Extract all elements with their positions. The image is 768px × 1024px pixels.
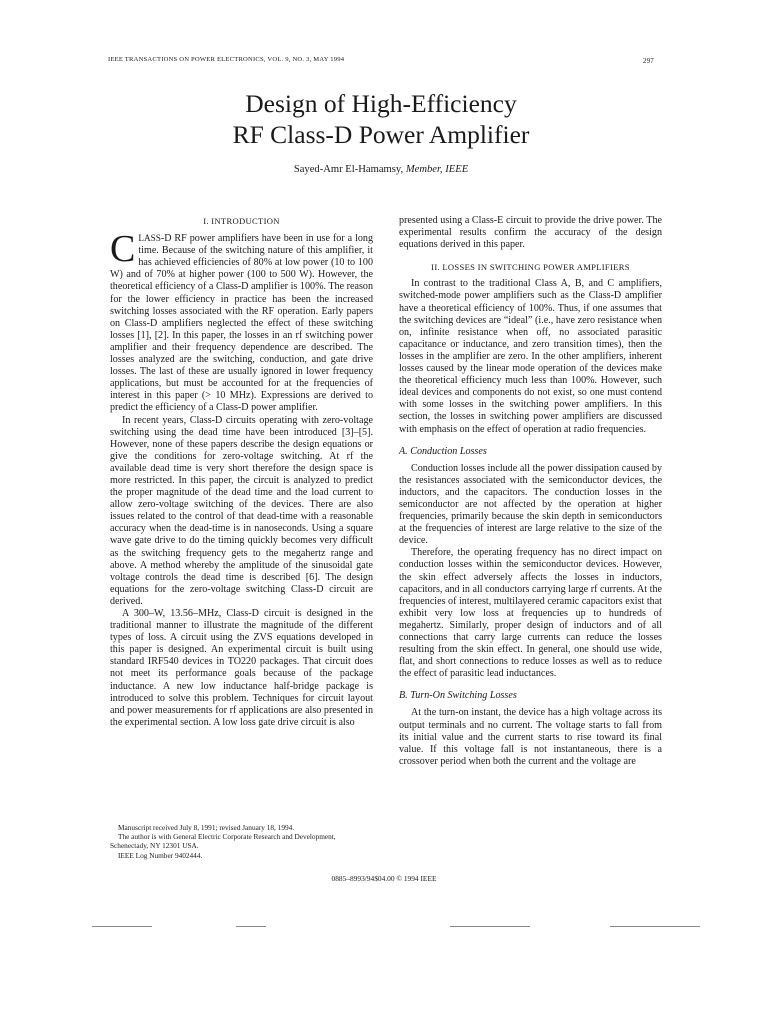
intro-paragraph-2: In recent years, Class-D circuits operating with zero-voltage switching using the dead time have been introduced [3]–[5]. However, none of these papers describe the design equations or give the conditions for zero-voltage switching. At rf the available dead time is very short therefore the design space is more restricted. In this paper, the circuit is analyzed to predict the proper magnitude of the dead time and the load current to allow zero-voltage switching of the devices. There are also issues related to the control of that dead-time with a reasonable accuracy when the dead-time is in nanoseconds. Using a square wave gate drive to do the timing quickly becomes very difficult as the switching frequency gets to the megahertz range and above. A method whereby the amplitude of the sinusoidal gate voltage controls the dead time is described [6]. The design equations for the zero-voltage switching Class-D circuit are derived.	[110, 414, 373, 607]
running-head	[108, 56, 654, 68]
footnote-received: Manuscript received July 8, 1991; revised January 18, 1994.	[118, 823, 295, 832]
scan-artifact-line	[450, 926, 530, 927]
scan-artifact-line	[92, 926, 152, 927]
title-line-1: Design of High-Efficiency	[245, 89, 517, 118]
intro-lead-caps: LASS	[138, 233, 161, 244]
turn-on-paragraph-1: At the turn-on instant, the device has a high voltage across its output terminals and no current. The voltage starts to fall from its initial value and the current starts to rise toward its final value. If this voltage fall is not instantaneous, there is a crossover period when both the current and the voltage are	[399, 707, 662, 767]
footnote-log-number: IEEE Log Number 9402444.	[118, 850, 203, 860]
intro-paragraph-3: A 300–W, 13.56–MHz, Class-D circuit is designed in the traditional manner to illustrate the magnitude of the different types of loss. A circuit using the ZVS equations developed in this paper is designed. An experimental circuit is built using standard IRF540 devices in TO220 packages. That circuit does not meet its performance goals because of the package inductance. A new low inductance half-bridge package is introduced to solve this problem. Techniques for circuit layout and power measurements for rf applications are also presented in the experimental section. A low loss gate drive circuit is also	[110, 608, 373, 728]
copyright-line: 0885–8993/94$04.00 © 1994 IEEE	[331, 874, 437, 883]
left-column	[110, 215, 373, 729]
author-name: Sayed-Amr El-Hamamsy,	[293, 164, 404, 175]
drop-cap: C	[110, 228, 136, 271]
right-column	[399, 215, 662, 768]
footnote	[110, 823, 373, 860]
subsection-heading-conduction: A. Conduction Losses	[399, 445, 487, 457]
section-heading-introduction: I. INTRODUCTION	[203, 216, 280, 226]
section-heading-losses: II. LOSSES IN SWITCHING POWER AMPLIFIERS	[431, 262, 630, 273]
conduction-paragraph-2: Therefore, the operating frequency has no direct impact on conduction losses within the semiconductor devices. However, the skin effect adversely affects the losses in inductors, capacitors, and in all conductors carrying large rf currents. At the frequencies of interest, multilayered ceramic capacitors exist that exhibit very low loss at frequencies up to hundreds of megahertz. Similarly, proper design of inductors and of all connections that carry large currents can reduce the losses resulting from the skin effect. In general, one should use wide, flat, and short connections to reduce losses as well as to reduce the effect of parasitic lead inductances.	[399, 547, 662, 680]
scan-artifact-line	[236, 926, 266, 927]
subsection-heading-turn-on: B. Turn-On Switching Losses	[399, 690, 517, 702]
paper-title	[108, 88, 654, 150]
scan-artifact-line	[610, 926, 700, 927]
footnote-affiliation: The author is with General Electric Corporate Research and Development, Schenectady, NY 12301 USA.	[110, 832, 336, 851]
author-byline	[108, 164, 654, 175]
author-affiliation: Member, IEEE	[405, 164, 469, 175]
title-line-2: RF Class-D Power Amplifier	[232, 120, 530, 149]
losses-paragraph-1: In contrast to the traditional Class A, B, and C amplifiers, switched-mode power amplifiers such as the Class-D amplifier have a theoretical efficiency of 100%. Thus, if one assumes that the switching devices are “ideal” (i.e., have zero resistance when on, infinite resistance when off, no associated parasitic capacitance or inductance, and zero transition times), then the losses in the amplifier are zero. In the other amplifiers, inherent losses caused by the linear mode operation of the devices make the theoretical efficiency much less than 100%. However, such ideal devices and components do not exist, so one must contend with some losses in the switching power amplifiers. In this section, the losses in switching power amplifiers are discussed with emphasis on the effect of operation at radio frequencies.	[399, 278, 662, 435]
intro-paragraph-1-text: -D RF power amplifiers have been in use for a long time. Because of the switching nature of this amplifier, it has achieved efficiencies of 80% at low power (10 to 100 W) and of 70% at higher power (100 to 500 W). However, the theoretical efficiency of a Class-D amplifier is 100%. The reason for the lower efficiency in practice has been the increased switching losses associated with the RF operation. Early papers on Class-D amplifiers neglected the effect of these switching losses [1], [2]. In this paper, the losses in an rf switching power amplifier and their frequency dependence are described. The losses analyzed are the switching, conduction, and gate drive losses. The last of these are usually ignored in lower frequency applications, but must be accounted for at the frequencies of interest in this paper (> 10 MHz). Expressions are derived to predict the efficiency of a Class-D power amplifier.	[110, 233, 373, 414]
page-number: 297	[642, 57, 654, 65]
intro-paragraph-1	[110, 228, 373, 414]
journal-citation: IEEE TRANSACTIONS ON POWER ELECTRONICS, VOL. 9, NO. 3, MAY 1994	[108, 56, 345, 63]
intro-paragraph-4: presented using a Class-E circuit to provide the drive power. The experimental results confirm the accuracy of the design equations derived in this paper.	[399, 215, 662, 251]
conduction-paragraph-1: Conduction losses include all the power dissipation caused by the resistances associated with the semiconductor devices, the inductors, and the capacitors. The conduction losses in the semiconductor are not affected by the operation at higher frequencies, primarily because the skin depth in semiconductors at the frequencies of interest are large relative to the size of the device.	[399, 462, 662, 547]
